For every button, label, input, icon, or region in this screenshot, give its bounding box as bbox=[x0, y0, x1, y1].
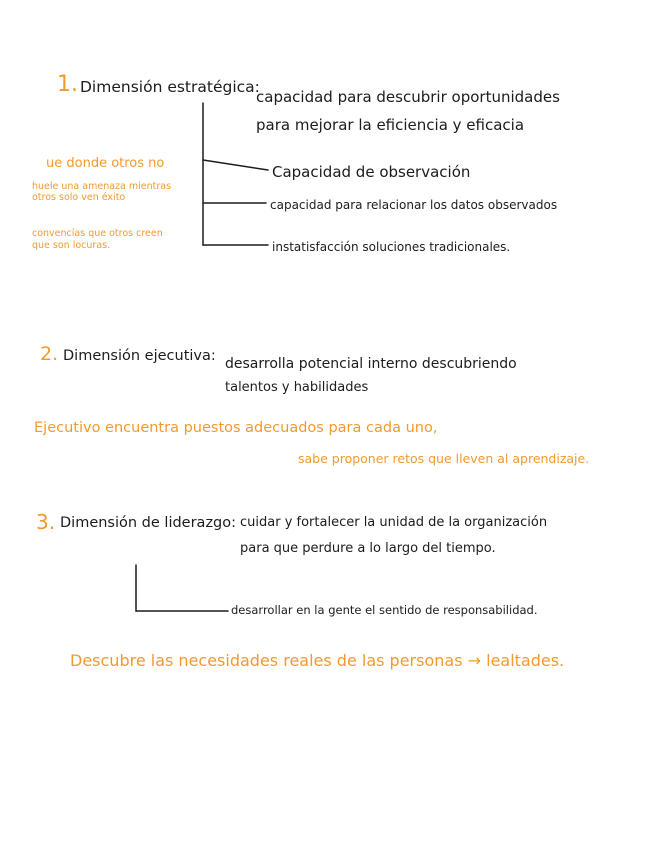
section1-note-2-line1: huele una amenaza mientras bbox=[32, 181, 172, 192]
section2-definition-line1: desarrolla potencial interno descubriendo bbox=[225, 356, 517, 372]
section3-title: Dimensión de liderazgo: bbox=[60, 515, 237, 531]
section3-item-responsabilidad: desarrollar en la gente el sentido de responsabilidad. bbox=[231, 603, 538, 617]
section1-item-observacion: Capacidad de observación bbox=[272, 163, 471, 181]
section1-note-3-line1: convencías que otros creen bbox=[32, 228, 163, 239]
section3-definition-line2: para que perdure a lo largo del tiempo. bbox=[240, 541, 496, 556]
section1-number: 1. bbox=[57, 72, 78, 97]
section1-note-2-line2: otros solo ven éxito bbox=[32, 192, 126, 203]
section2-note-line1: Ejecutivo encuentra puestos adecuados para cada uno, bbox=[34, 420, 438, 436]
section3-definition-line1: cuidar y fortalecer la unidad de la organización bbox=[240, 515, 548, 530]
section1-definition-line1: capacidad para descubrir oportunidades bbox=[256, 88, 560, 106]
section1-item-relacionar: capacidad para relacionar los datos observados bbox=[270, 198, 558, 212]
section1-definition-line2: para mejorar la eficiencia y eficacia bbox=[256, 116, 525, 134]
section1-title: Dimensión estratégica: bbox=[80, 78, 260, 96]
section1-note-1: ue donde otros no bbox=[46, 156, 165, 171]
section3-note: Descubre las necesidades reales de las personas → lealtades. bbox=[70, 651, 565, 670]
section2-number: 2. bbox=[40, 343, 59, 365]
section2-note-line2: sabe proponer retos que lleven al aprendizaje. bbox=[298, 451, 590, 466]
section1-item-insatisfaccion: instatisfacción soluciones tradicionales. bbox=[272, 240, 511, 254]
section2-title: Dimensión ejecutiva: bbox=[63, 348, 216, 364]
section3-number: 3. bbox=[36, 510, 56, 534]
section1-note-3-line2: que son locuras. bbox=[32, 240, 111, 251]
section2-definition-line2: talentos y habilidades bbox=[225, 380, 369, 395]
branch-observacion bbox=[203, 160, 268, 170]
